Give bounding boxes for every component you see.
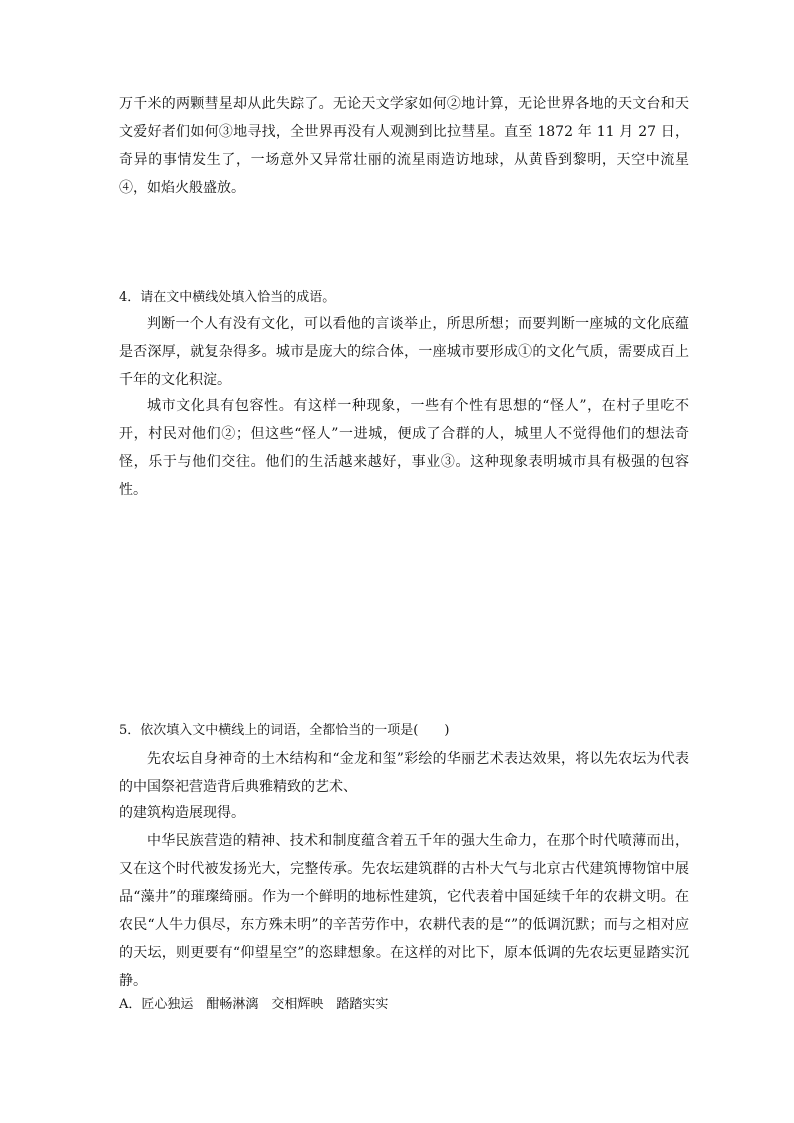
q5-paragraph-1: 先农坛自身神奇的土木结构和“金龙和玺”彩绘的华丽艺术表达效果，将以先农坛为代表的中国祭祀营造背后典雅精致的艺术、 <box>119 751 689 795</box>
q5-paragraph-2: 中华民族营造的精神、技术和制度蕴含着五千年的强大生命力，在那个时代喷薄而出，又在这个时代被发扬光大，完整传承。先农坛建筑群的古朴大气与北京古代建筑博物馆中展品“藻井”的璀璨绮丽。作为一个鲜明的地标性建筑，它代表着中国延续千年的农耕文明。在农民“人牛力俱尽，东方殊未明”的辛苦劳作中，农耕代表的是“”的低调沉默；而与之相对应的天坛，则更要有“仰望星空”的恣肆想象。在这样的对比下，原本低调的先农坛更显踏实沉静。 <box>119 833 689 989</box>
q5-paragraph-1-tail: 的建筑构造展现得。 <box>119 805 245 821</box>
q4-title: 4．请在文中横线处填入恰当的成语。 <box>119 290 336 305</box>
q5-title: 5．依次填入文中横线上的词语，全都恰当的一项是( ) <box>119 723 450 738</box>
q4-paragraph-2: 城市文化具有包容性。有这样一种现象，一些有个性有思想的“怪人”，在村子里吃不开，村民对他们②；但这些“怪人”一进城，便成了合群的人，城里人不觉得他们的想法奇怪，乐于与他们交往。他们的生活越来越好，事业③。这种现象表明城市具有极强的包容性。 <box>119 398 689 498</box>
q4-paragraph-1: 判断一个人有没有文化，可以看他的言谈举止，所思所想；而要判断一座城的文化底蕴是否深厚，就复杂得多。城市是庞大的综合体，一座城市要形成①的文化气质，需要成百上千年的文化积淀。 <box>119 316 689 388</box>
q3-continued-paragraph: 万千米的两颗彗星却从此失踪了。无论天文学家如何②地计算，无论世界各地的天文台和天文爱好者们如何③地寻找，全世界再没有人观测到比拉彗星。直至 1872 年 11 月 27 日，奇异的事情发生了，一场意外又异常壮丽的流星雨造访地球，从黄昏到黎明，天空中流星④，如焰火般盛放。 <box>119 96 689 196</box>
q5-option-a: A．匠心独运 酣畅淋漓 交相辉映 踏踏实实 <box>119 997 389 1012</box>
